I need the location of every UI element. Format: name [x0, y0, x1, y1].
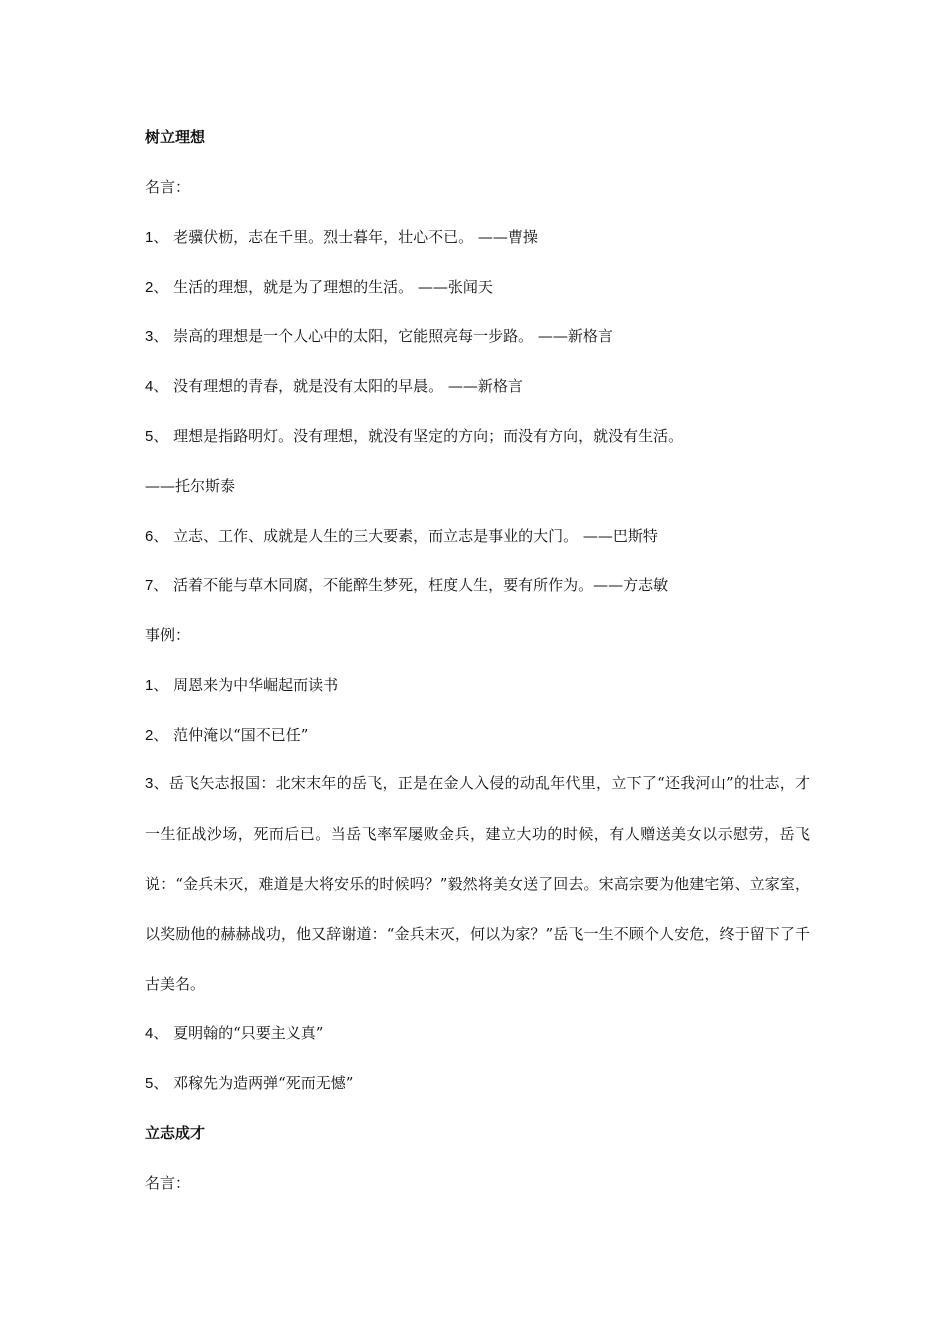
- quote-item: [145, 376, 523, 397]
- quote-number: 7、: [145, 577, 169, 594]
- quote-number: 4、: [145, 378, 169, 395]
- quote-number: 3、: [145, 328, 169, 345]
- quote-text: 理想是指路明灯。没有理想，就没有坚定的方向；而没有方向，就没有生活。: [168, 427, 684, 445]
- quote-text: 活着不能与草木同腐，不能醉生梦死，枉度人生，要有所作为。——方志敏: [168, 576, 669, 594]
- quotes-label: 名言：: [145, 178, 191, 196]
- example-number: 5、: [145, 1075, 169, 1092]
- quote-text: 生活的理想，就是为了理想的生活。 ——张闻天: [168, 278, 493, 296]
- example-text: 范仲淹以“国不已任”: [168, 726, 309, 744]
- example-text: 夏明翰的“只要主义真”: [168, 1024, 324, 1042]
- example-item: [145, 1023, 323, 1044]
- quote-item: [145, 326, 613, 347]
- example-item: [145, 725, 308, 746]
- quote-text: ——托尔斯泰: [145, 477, 236, 495]
- quote-item: [145, 575, 668, 596]
- example-number: 1、: [145, 677, 169, 694]
- example-text: 岳飞矢志报国：北宋末年的岳飞，正是在金人入侵的动乱年代里，立下了“还我河山”的壮志，才一生征战沙场，死而后已。当岳飞率军屡败金兵，建立大功的时候，有人赠送美女以示慰劳，岳飞说：“金兵未灭，难道是大将安乐的时候吗？”毅然将美女送了回去。宋高宗要为他建宅第、立家室，以奖励他的赫赫战功，他又辞谢道：“金兵末灭，何以为家？”岳飞一生不顾个人安危，终于留下了千古美名。: [145, 774, 810, 993]
- examples-label: 事例：: [145, 626, 191, 644]
- quote-text: 崇高的理想是一个人心中的太阳，它能照亮每一步路。 ——新格言: [168, 327, 613, 345]
- quote-text: 立志、工作、成就是人生的三大要素，而立志是事业的大门。 ——巴斯特: [168, 527, 658, 545]
- quote-number: 5、: [145, 428, 169, 445]
- example-paragraph: [145, 758, 810, 1009]
- quote-number: 2、: [145, 279, 169, 296]
- quote-item: [145, 526, 658, 547]
- example-text: 邓稼先为造两弹“死而无憾”: [168, 1074, 354, 1092]
- quote-item: [145, 227, 538, 248]
- quotes-label: 名言：: [145, 1174, 191, 1192]
- quote-number: 6、: [145, 528, 169, 545]
- quote-text: 老骥伏枥，志在千里。烈士暮年，壮心不已。 ——曹操: [168, 228, 538, 246]
- section-title: 立志成才: [145, 1124, 206, 1142]
- quote-item: [145, 277, 493, 298]
- example-number: 3、: [145, 775, 169, 792]
- section-title: 树立理想: [145, 128, 206, 146]
- quote-attribution: [145, 476, 235, 497]
- quote-item: [145, 426, 683, 447]
- quote-text: 没有理想的青春，就是没有太阳的早晨。 ——新格言: [168, 377, 523, 395]
- example-number: 4、: [145, 1025, 169, 1042]
- example-text: 周恩来为中华崛起而读书: [168, 676, 339, 694]
- example-number: 2、: [145, 727, 169, 744]
- example-item: [145, 675, 338, 696]
- example-item: [145, 1073, 353, 1094]
- quote-number: 1、: [145, 229, 169, 246]
